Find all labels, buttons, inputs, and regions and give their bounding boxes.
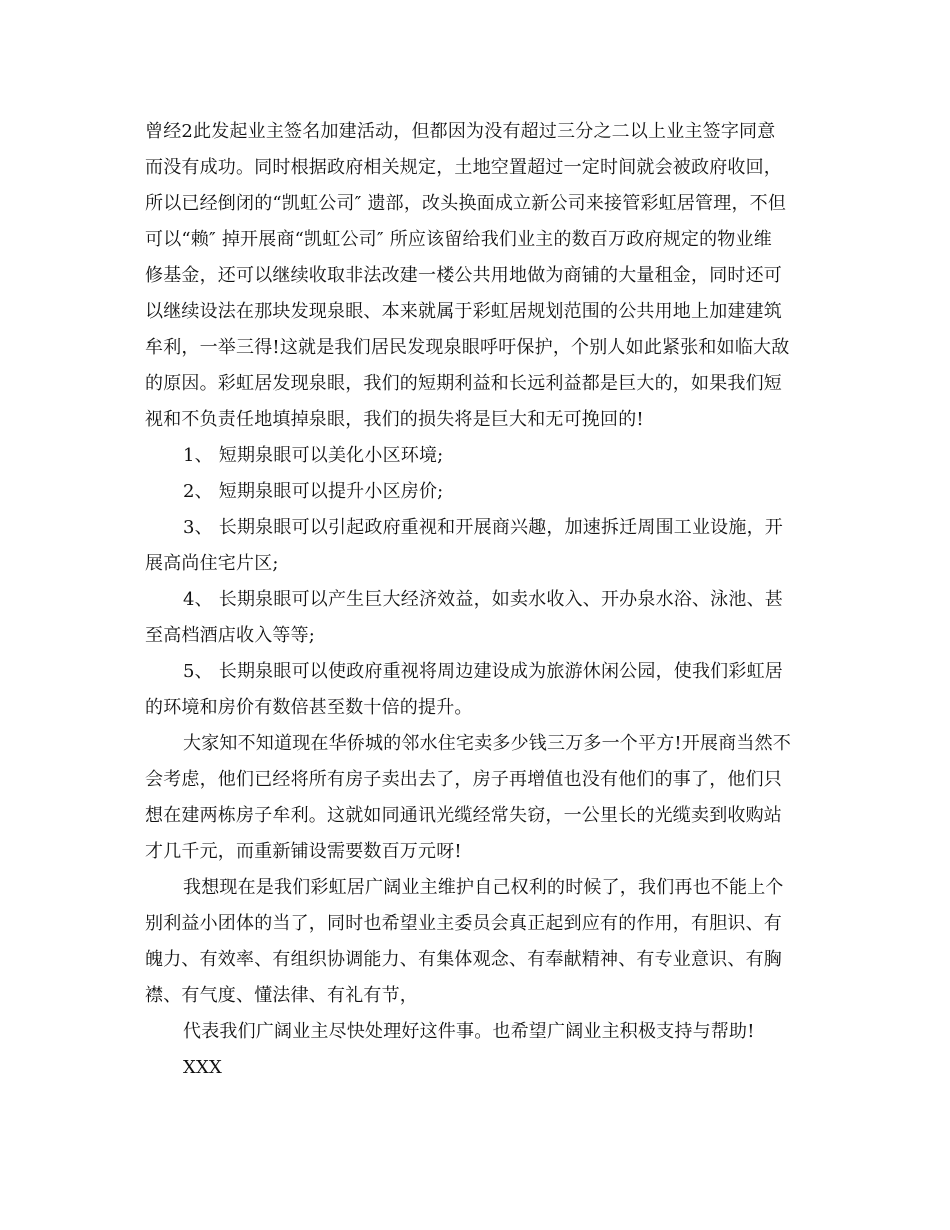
text-line: 4、 长期泉眼可以产生巨大经济效益，如卖水收入、开办泉水浴、泳池、甚	[183, 589, 783, 610]
text-line: 想在建两栋房子牟利。这就如同通讯光缆经常失窃，一公里长的光缆卖到收购站	[145, 805, 782, 826]
paragraph-2	[145, 726, 805, 870]
text-line: 代表我们广阔业主尽快处理好这件事。也希望广阔业主积极支持与帮助!	[183, 1021, 755, 1042]
text-line: 我想现在是我们彩虹居广阔业主维护自己权利的时候了，我们再也不能上个	[183, 877, 784, 898]
text-line: 3、 长期泉眼可以引起政府重视和开展商兴趣，加速拆迁周围工业设施，开	[183, 517, 783, 538]
signature	[145, 1050, 805, 1086]
text-line: 以继续设法在那块发现泉眼、本来就属于彩虹居规划范围的公共用地上加建建筑	[145, 301, 782, 322]
text-line: 1、 短期泉眼可以美化小区环境;	[183, 445, 444, 466]
text-line: 大家知不知道现在华侨城的邻水住宅卖多少钱三万多一个平方!开展商当然不	[183, 733, 792, 754]
text-line: 的环境和房价有数倍甚至数十倍的提升。	[145, 697, 473, 718]
text-line: 所以已经倒闭的“凯虹公司″ 遗部，改头换面成立新公司来接管彩虹居管理，不但	[145, 193, 787, 214]
text-line: 才几千元，而重新铺设需要数百万元呀!	[145, 841, 462, 862]
list-item-4	[145, 582, 805, 654]
list-item-5	[145, 654, 805, 726]
text-line: 修基金，还可以继续收取非法改建一楼公共用地做为商铺的大量租金，同时还可	[145, 265, 782, 286]
text-line: 牟利，一举三得!这就是我们居民发现泉眼呼吁保护，个别人如此紧张和如临大敌	[145, 337, 790, 358]
paragraph-4	[145, 1014, 805, 1050]
paragraph-3	[145, 870, 805, 1014]
text-line: 襟、有气度、懂法律、有礼有节，	[145, 985, 418, 1006]
paragraph-1	[145, 114, 805, 438]
signature-text: XXX	[183, 1057, 223, 1078]
document-body	[145, 114, 805, 1086]
list-item-2	[145, 474, 805, 510]
text-line: 的原因。彩虹居发现泉眼，我们的短期利益和长远利益都是巨大的，如果我们短	[145, 373, 782, 394]
text-line: 2、 短期泉眼可以提升小区房价;	[183, 481, 444, 502]
text-line: 视和不负责任地填掉泉眼，我们的损失将是巨大和无可挽回的!	[145, 409, 644, 430]
text-line: 别利益小团体的当了，同时也希望业主委员会真正起到应有的作用，有胆识、有	[145, 913, 782, 934]
text-line: 曾经2此发起业主签名加建活动，但都因为没有超过三分之二以上业主签字同意	[145, 121, 776, 142]
text-line: 会考虑，他们已经将所有房子卖出去了，房子再增值也没有他们的事了，他们只	[145, 769, 782, 790]
text-line: 5、 长期泉眼可以使政府重视将周边建设成为旅游休闲公园，使我们彩虹居	[183, 661, 783, 682]
text-line: 展高尚住宅片区;	[145, 553, 279, 574]
text-line: 至高档酒店收入等等;	[145, 625, 316, 646]
text-line: 可以“赖″ 掉开展商“凯虹公司″ 所应该留给我们业主的数百万政府规定的物业维	[145, 229, 772, 250]
text-line: 魄力、有效率、有组织协调能力、有集体观念、有奉献精神、有专业意识、有胸	[145, 949, 782, 970]
list-item-1	[145, 438, 805, 474]
text-line: 而没有成功。同时根据政府相关规定，土地空置超过一定时间就会被政府收回，	[145, 157, 782, 178]
list-item-3	[145, 510, 805, 582]
